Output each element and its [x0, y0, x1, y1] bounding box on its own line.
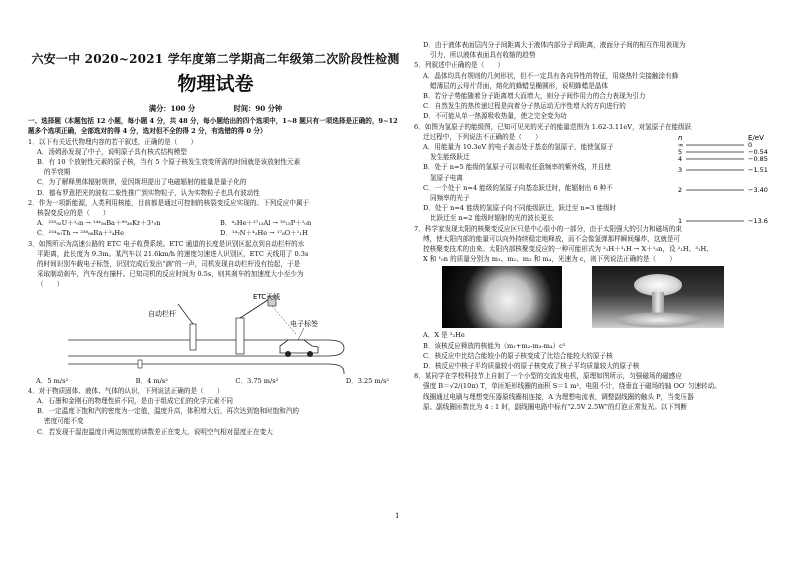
full-score: 满分：100 分	[148, 104, 196, 113]
level-4-n: 4	[678, 155, 683, 164]
q3-line5: （ ）	[37, 280, 64, 289]
q6-option-c-cont: 同频率的光子	[430, 194, 470, 203]
level-3-n: 3	[678, 166, 683, 175]
gate-post	[190, 324, 196, 350]
q4-option-a: A．石墨和金刚石的物理性质不同，是由于组成它们的化学元素不同	[37, 397, 233, 406]
level-3-e: −1.51	[748, 166, 768, 175]
right-column	[414, 0, 789, 583]
q1-option-b: B．有 10 个放射性元素的原子核，当有 5 个原子核发生衰变所需的时间就是该放射性元素	[37, 158, 301, 167]
q2-options-row1	[28, 218, 403, 228]
q7-option-d: D．核反应中核子平均质量较小的原子核变成了核子平均质量较大的原子核	[423, 362, 640, 371]
road-marker	[138, 360, 142, 368]
label-gate: 自动栏杆	[148, 309, 176, 318]
q7-option-b: B．该核反应释放的核能为（m₁+m₂-m₃-m₄）c²	[423, 341, 566, 350]
q2-option-a: A．²³⁵₉₂U＋¹₀n → ¹⁴⁴₅₆Ba＋⁸⁹₃₆Kr＋3¹₀n	[37, 219, 161, 228]
q4-stem: 4．对于物质固体、液体、气体的认识，下列说法正确的是（ ）	[28, 386, 224, 395]
q2-option-b: B．⁴₂He＋²⁷₁₃Al → ³⁰₁₅P＋¹₀n	[220, 219, 312, 228]
subject-title: 物理试卷	[177, 73, 254, 95]
q6-option-c: C．一个处于 n=4 能级的氢原子向基态跃迁时，能辐射出 6 种不	[423, 183, 613, 192]
car-icon	[280, 340, 318, 353]
q6-option-a-cont: 发生能级跃迁	[430, 153, 470, 162]
q7-images	[414, 264, 789, 330]
q1-option-b-cont: 的半衰期	[44, 168, 71, 177]
q6-option-d-cont: 比跃迁至 n=2 能级时辐射的光的波长更长	[430, 214, 554, 223]
q8-line1: 8．某同学在学校科技节上自制了一个小型的交流发电机，原理如图所示，匀强磁场的磁感应	[414, 372, 682, 381]
q5-option-a: A．晶体均具有规则的几何形状，但不一定具有各向异性的特征，用烧热针尖接触涂有蜂	[423, 71, 679, 80]
etc-figure	[28, 290, 403, 376]
car-wheel-front	[285, 351, 291, 357]
q2-option-d: D．¹⁴₇N＋⁴₂He → ¹⁷₈O＋¹₁H	[220, 229, 308, 238]
level-n-header: n	[678, 134, 683, 143]
q3-line3: 的时间识别车载电子标签，识别完成后发出"滴"的一声，司机发现自动栏杆没有抬起，于是	[37, 260, 301, 269]
q6-option-b: B．处于 n=5 能级的氢原子可以吸收任意频率的紫外线，并且使	[423, 163, 611, 172]
q3-line4: 采取制动刹车，汽车没有撞杆。已知司机的反应时间为 0.5s，则其刹车的加速度大小至少为	[37, 270, 304, 279]
q6-option-b-cont: 氢原子电离	[430, 173, 463, 182]
q7-line2: 缚，使太阳内部的能量可以向外持续稳定地释放，而不会像氢弹那样瞬间爆炸，这就是可	[423, 234, 681, 243]
q5-option-d: D．不可能从单一热源吸收热量，使之完全变为功	[423, 112, 567, 121]
exam-title: 六安一中 2020~2021 学年度第二学期高二年级第二次阶段性检测	[31, 52, 400, 66]
level-2-n: 2	[678, 186, 683, 195]
q7-option-c: C．核反应中比结合能较小的原子核变成了比结合能较大的原子核	[423, 351, 613, 360]
q4-option-d-cont: 引力，所以液体表面具有收缩的趋势	[430, 51, 536, 60]
level-inf-n: ∞	[678, 141, 684, 150]
level-1-n: 1	[678, 217, 683, 226]
label-antenna: ETC天线	[253, 292, 281, 301]
level-5-n: 5	[678, 148, 683, 157]
q2-options-row2	[28, 228, 403, 238]
section-heading: 一、选择题（本题包括 12 小题，每小题 4 分，共 48 分，每小题给出的四个选项中，1~8 题只有一项选择是正确的，9~12 题多个选项正确，全部选对的得 4 分，选对但不全的得 2 分，有选错的得 0 分）	[28, 117, 398, 136]
q6-option-a: A．用能量为 10.3eV 的电子轰击处于基态的氢原子，能使氢原子	[423, 143, 614, 152]
q6-option-d: D．处于 n=4 能级的氢原子向不同能级跃迁，跃迁至 n=3 能级时	[423, 204, 617, 213]
q4-option-c: C．若发现干湿泡温度计两边刻度的读数差正在变大，说明空气相对湿度正在变大	[37, 427, 273, 436]
label-tag: 电子标签	[290, 319, 318, 328]
q7-line1: 7．科学家发现太阳的核聚变反应区只是中心很小的一部分，由于太阳强大的引力和磁场的束	[414, 224, 682, 233]
q5-option-b: B．若分子势能随着分子距离增大而增大，则分子间作用力的合力表现为引力	[423, 92, 646, 101]
q3-line2: 平距离，此长度为 9.3m。某汽车以 21.6km/h 的速度匀速进入识别区，ETC 天线用了 0.3s	[37, 249, 309, 258]
level-4-e: −0.85	[748, 155, 768, 164]
road-lower-edge	[68, 364, 344, 374]
score-line	[28, 104, 403, 114]
q2-option-c: C．²³⁴₉₀Th → ²²⁶₈₈Ra＋²₄He	[37, 229, 125, 238]
q3-option-c: C．3.75 m/s²	[235, 376, 279, 385]
q1-stem: 1．以下有关近代物理内容的若干叙述，正确的是（ ）	[28, 137, 198, 146]
mushroom-base	[612, 312, 704, 328]
q5-stem: 5．列叙述中正确的是（ ）	[414, 61, 504, 70]
q5-option-c: C．自然发生的热传递过程是向着分子热运动无序性增大的方向进行的	[423, 102, 626, 111]
q4-option-d: D．由于液体表面层内分子间距离大于液体内部分子间距离，液面分子间的相互作用表现为	[423, 41, 686, 49]
q8-line4: 原、副线圈匝数比为 4 : 1 时，副线圈电路中标有"2.5V 2.5W"的灯泡正常发光。以下判断	[423, 402, 688, 411]
sun-photo	[442, 266, 562, 328]
q6-line2: 迁过程中，下列说法不正确的是（ ）	[423, 132, 542, 141]
energy-level-diagram	[676, 132, 786, 232]
tag-pointer	[298, 328, 304, 340]
left-column	[28, 0, 403, 543]
antenna-pole	[236, 318, 244, 354]
q3-line1: 3．如图所示为高速公路的 ETC 电子收费系统。ETC 通道的长度是识别区起点到自动栏杆的水	[28, 239, 305, 248]
q2-stem-cont: 核裂变反应的是（ ）	[37, 209, 110, 218]
q1-option-d: D．德布罗意把光的波粒二象性推广到实物粒子，认为实物粒子也具有波动性	[37, 188, 260, 197]
q6-line1: 6．如图为氢原子的能级图，已知可见光的光子的能量范围为 1.62-3.11eV，对氢原子在能级跃	[414, 122, 692, 131]
level-2-e: −3.40	[748, 186, 768, 195]
q8-line2-prefix: 强度	[423, 382, 437, 391]
q4-option-b-cont: 密度可能不变	[44, 417, 84, 426]
level-1-e: −13.6	[748, 217, 768, 226]
q6-options	[414, 142, 664, 224]
page-number: 1	[395, 512, 400, 520]
car-wheel-rear	[307, 351, 313, 357]
q3-option-d: D．3.25 m/s²	[345, 376, 389, 385]
q7-line4: X 和 ¹₀n 的质量分别为 m₁、m₂、m₃ 和 m₄，光速为 c，则下列说法正确的是（ ）	[423, 255, 676, 264]
q1-option-c: C．为了解释黑体辐射规律，爱因斯坦提出了电磁辐射的能量是量子化的	[37, 178, 247, 187]
q3-option-a: A．5 m/s²	[36, 376, 69, 385]
q2-stem: 2．作为一项新能源，人类利用核能，目前都是通过可控制的核裂变反应实现的。下列反应中属于	[28, 198, 310, 207]
level-5-e: −0.54	[748, 148, 768, 157]
gate-arm	[178, 304, 193, 324]
q7-line3: 控核聚变技术的由来。太阳内部核聚变反应的一种可能形式为 ²₁H＋³₁H → X＋¹₀n，设 ²₁H、³₁H、	[423, 245, 713, 254]
exam-time: 时间：90 分钟	[233, 104, 283, 113]
q4-option-b: B．一定温度下饱和汽的密度为一定值，温度升高，体积增大后，再次达到饱和时饱和汽的	[37, 407, 299, 416]
hydrogen-bomb-photo	[592, 266, 724, 328]
etc-diagram	[28, 290, 403, 376]
q3-option-b: B．4 m/s²	[135, 376, 168, 385]
level-inf-e: 0	[748, 141, 753, 150]
q3-options	[28, 376, 403, 386]
q8-line2-body: B＝√2/(10π) T，单匝矩形线圈的面积 S＝1 m²，电阻不计，绕垂直于磁场的轴 OO′ 匀速转动。	[438, 382, 721, 391]
level-e-header: E/eV	[748, 134, 764, 143]
q1-option-a: A．汤姆孙发现了中子，说明原子具有核式结构模型	[37, 147, 187, 156]
q8-line2	[414, 381, 789, 391]
q8-line3: 线圈通过电刷与理想变压器原线圈相连接，A 为理想电流表，调整副线圈的触头 P，当变压器	[423, 392, 694, 401]
q7-option-a: A．X 是 ³₂He	[423, 331, 465, 340]
q5-option-a-cont: 蜡薄层的云母片背面，熔化的蜂蜡呈椭圆形，说明蜂蜡是晶体	[430, 81, 609, 90]
